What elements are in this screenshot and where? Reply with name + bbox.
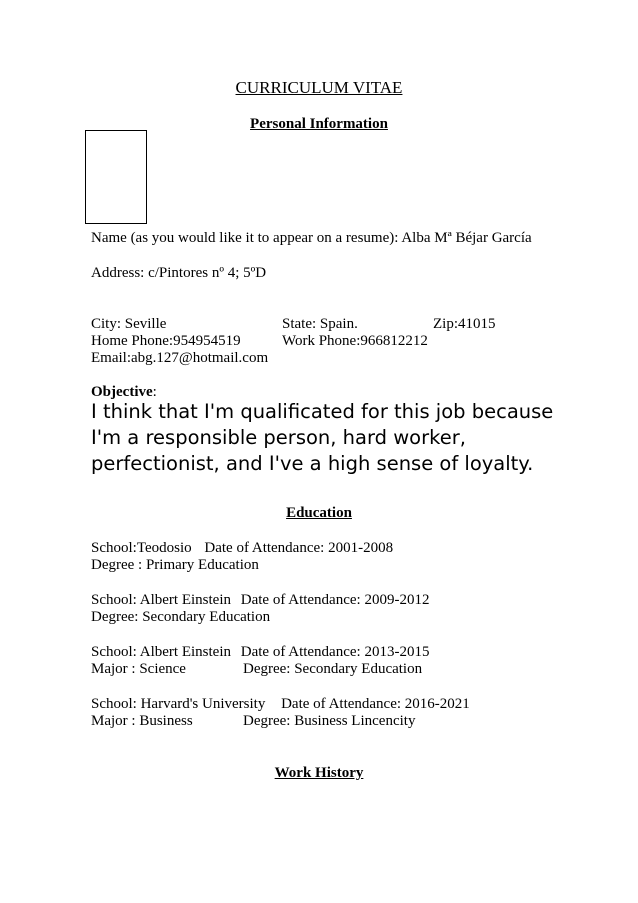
education-degree: Degree: Secondary Education — [91, 609, 271, 625]
name-line: Name (as you would like it to appear on a resume): Alba Mª Béjar García — [91, 230, 532, 246]
personal-info-heading: Personal Information — [250, 116, 388, 132]
education-school: School:Teodosio — [91, 540, 192, 556]
education-dates: Date of Attendance: 2001-2008 — [204, 540, 394, 556]
education-dates: Date of Attendance: 2016-2021 — [281, 696, 470, 712]
work-phone-value: Work Phone:966812212 — [282, 333, 428, 349]
objective-text: I think that I'm qualificated for this job because I'm a responsible person, hard worker, perfectionist, and I've a high sense of loyalty. — [91, 400, 554, 475]
state-value: State: Spain. — [282, 316, 358, 332]
education-major: Major : Science — [91, 661, 186, 677]
education-heading: Education — [286, 505, 352, 521]
education-entry — [91, 539, 393, 557]
city-value: City: Seville — [91, 316, 167, 332]
education-school: School: Harvard's University — [91, 696, 266, 712]
education-dates: Date of Attendance: 2009-2012 — [240, 592, 430, 608]
email-value: Email:abg.127@hotmail.com — [91, 350, 269, 366]
work-history-heading: Work History — [274, 765, 364, 781]
education-entry — [91, 643, 429, 661]
zip-value: Zip:41015 — [433, 316, 496, 332]
photo-placeholder — [85, 130, 147, 224]
education-degree: Degree: Business Lincencity — [243, 713, 416, 729]
address-line: Address: c/Pintores nº 4; 5ºD — [91, 265, 267, 281]
education-major: Major : Business — [91, 713, 193, 729]
education-school: School: Albert Einstein — [91, 644, 231, 660]
education-entry — [91, 695, 470, 713]
education-degree: Degree : Primary Education — [91, 557, 259, 573]
education-school: School: Albert Einstein — [91, 592, 231, 608]
objective-colon: : — [152, 384, 157, 400]
education-dates: Date of Attendance: 2013-2015 — [240, 644, 430, 660]
document-title: CURRICULUM VITAE — [235, 78, 403, 97]
education-entry — [91, 591, 429, 609]
home-phone-value: Home Phone:954954519 — [91, 333, 241, 349]
objective-label: Objective — [91, 384, 153, 400]
education-degree: Degree: Secondary Education — [243, 661, 423, 677]
